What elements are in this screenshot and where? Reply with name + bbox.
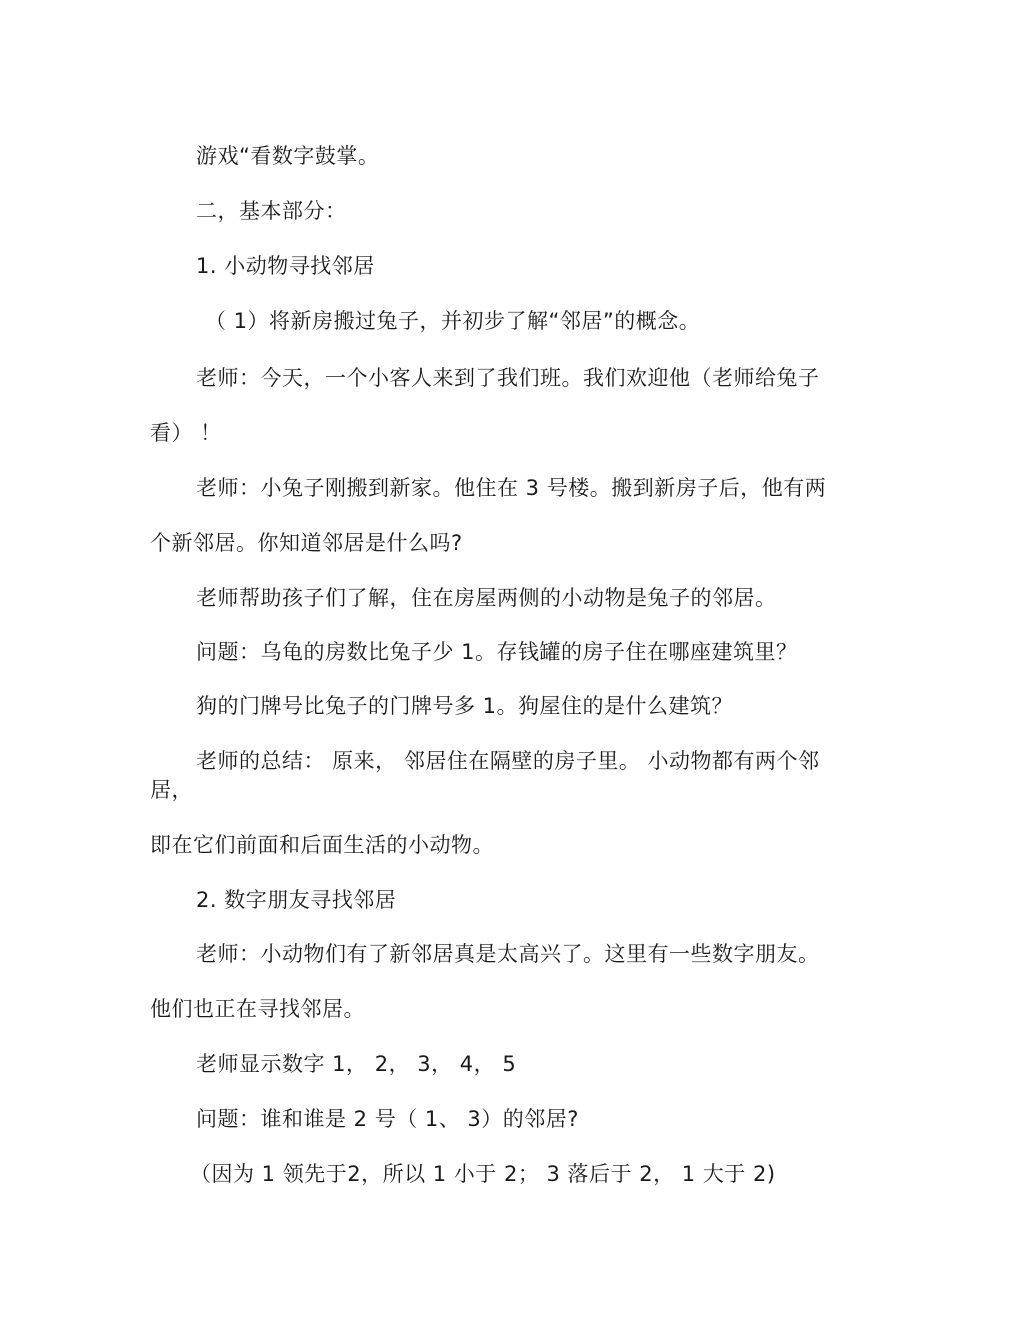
text-line-9: 老师帮助孩子们了解，住在房屋两侧的小动物是兔子的邻居。 (196, 586, 777, 610)
text-line-13: 居， (150, 778, 193, 802)
text-line-8: 个新邻居。你知道邻居是什么吗? (150, 531, 463, 555)
text-line-18: 老师显示数字 1， 2， 3， 4， 5 (196, 1052, 517, 1076)
text-line-1: 游戏“看数字鼓掌。 (196, 144, 380, 168)
text-line-14: 即在它们前面和后面生活的小动物。 (150, 833, 494, 857)
text-line-17: 他们也正在寻找邻居。 (150, 997, 365, 1021)
text-line-6: 看） ！ (150, 421, 222, 445)
section-heading-basic: 二，基本部分： (196, 199, 347, 223)
text-line-7: 老师：小兔子刚搬到新家。他住在 3 号楼。搬到新房子后，他有两 (196, 476, 827, 500)
text-line-12: 老师的总结： 原来， 邻居住在隔壁的房子里。 小动物都有两个邻 (196, 749, 820, 773)
text-line-10: 问题：乌龟的房数比兔子少 1。存钱罐的房子住在哪座建筑里？ (196, 640, 798, 664)
text-line-4: （ 1）将新房搬过兔子，并初步了解“邻居”的概念。 (205, 309, 701, 333)
text-line-5: 老师：今天，一个小客人来到了我们班。我们欢迎他（老师给兔子 (196, 366, 820, 390)
text-line-20: （因为 1 领先于2，所以 1 小于 2； 3 落后于 2， 1 大于 2) (190, 1162, 776, 1186)
subheading-animal-neighbors: 1. 小动物寻找邻居 (196, 254, 375, 278)
text-line-16: 老师：小动物们有了新邻居真是太高兴了。这里有一些数字朋友。 (196, 942, 820, 966)
text-line-11: 狗的门牌号比兔子的门牌号多 1。狗屋住的是什么建筑？ (196, 694, 734, 718)
subheading-number-neighbors: 2. 数字朋友寻找邻居 (196, 888, 397, 912)
text-line-19: 问题：谁和谁是 2 号（ 1、 3）的邻居? (196, 1107, 579, 1131)
